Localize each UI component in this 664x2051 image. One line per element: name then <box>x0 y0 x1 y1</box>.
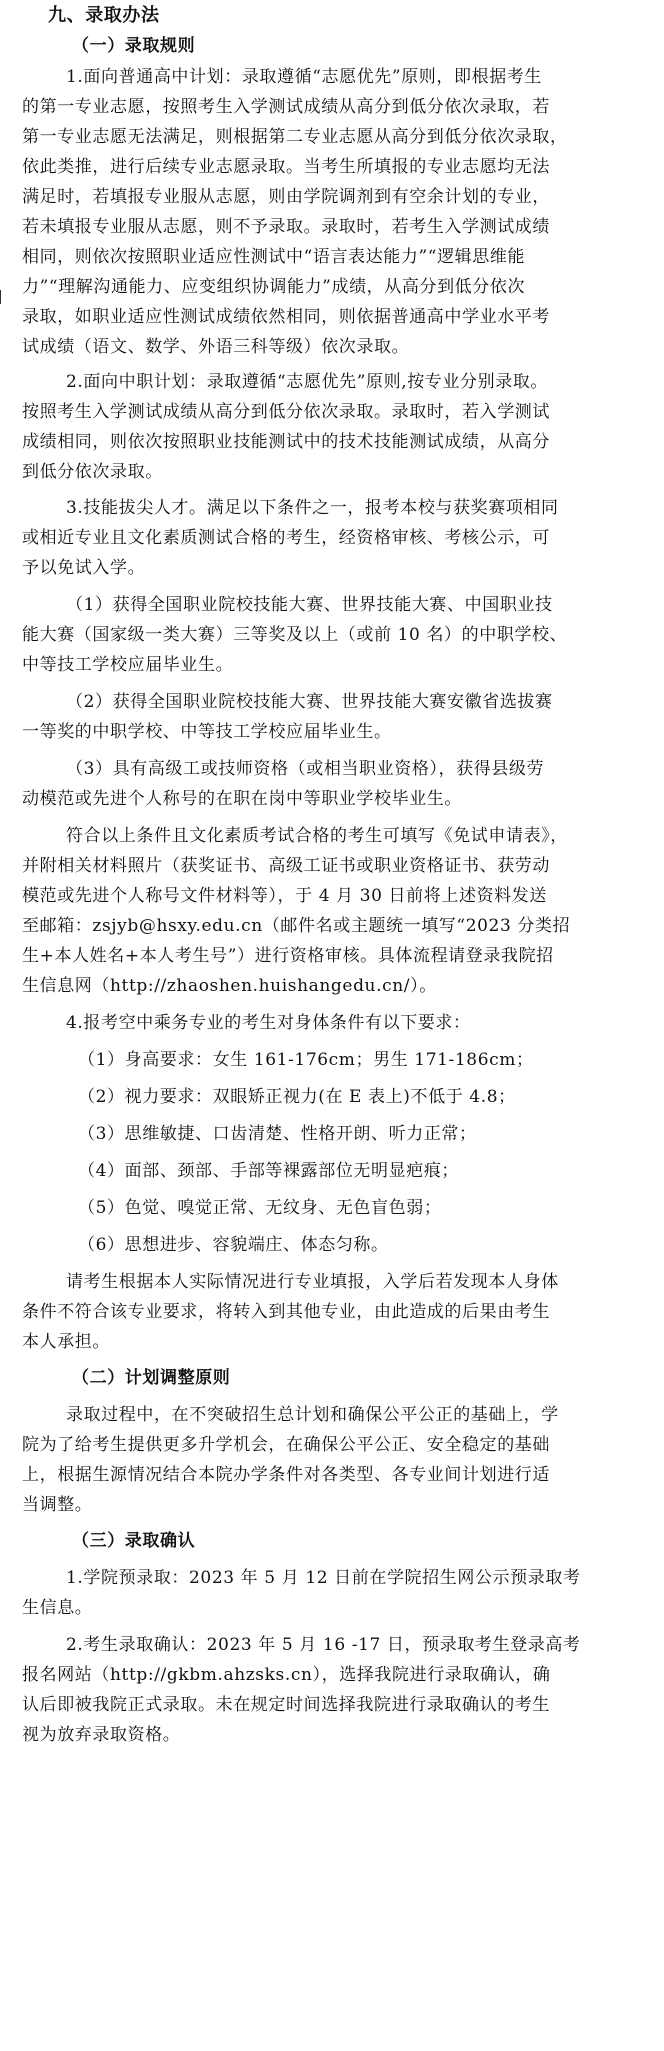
condition-line: 一等奖的中职学校、中等技工学校应届毕业生。 <box>22 722 392 742</box>
paragraph-line: 相同，则依次按照职业适应性测试中“语言表达能力”“逻辑思维能 <box>22 247 526 267</box>
paragraph-line: 至邮箱：zsjyb@hsxy.edu.cn（邮件名或主题统一填写“2023 分类招 <box>22 916 571 936</box>
paragraph-line: 录取，如职业适应性测试成绩依然相同，则依据普通高中学业水平考 <box>22 307 550 327</box>
paragraph-line: 第一专业志愿无法满足，则根据第二专业志愿从高分到低分依次录取， <box>22 127 568 147</box>
paragraph-line: 2.面向中职计划：录取遵循“志愿优先”原则,按专业分别录取。 <box>66 372 549 392</box>
paragraph-line: 生信息。 <box>22 1598 93 1618</box>
paragraph-line: 满足时，若填报专业服从志愿，则由学院调剂到有空余计划的专业， <box>22 187 550 207</box>
paragraph-line: 并附相关材料照片（获奖证书、高级工证书或职业资格证书、获劳动 <box>22 856 550 876</box>
paragraph-line: 到低分依次录取。 <box>22 462 163 482</box>
paragraph-line: 条件不符合该专业要求，将转入到其他专业，由此造成的后果由考生 <box>22 1302 550 1322</box>
requirement-item: （6）思想进步、容貌端庄、体态匀称。 <box>78 1235 389 1255</box>
paragraph-line: 模范或先进个人称号文件材料等），于 4 月 30 日前将上述资料发送 <box>22 886 547 906</box>
paragraph-line: 院为了给考生提供更多升学机会，在确保公平公正、安全稳定的基础 <box>22 1435 550 1455</box>
subsection-title-confirmation: （三）录取确认 <box>72 1531 196 1551</box>
subsection-title-adjustment: （二）计划调整原则 <box>72 1368 231 1388</box>
paragraph-line: 或相近专业且文化素质测试合格的考生，经资格审核、考核公示，可 <box>22 528 550 548</box>
paragraph-line: 按照考生入学测试成绩从高分到低分依次录取。录取时，若入学测试 <box>22 402 550 422</box>
paragraph-line: 的第一专业志愿，按照考生入学测试成绩从高分到低分依次录取，若 <box>22 97 550 117</box>
condition-line: 动模范或先进个人称号的在职在岗中等职业学校毕业生。 <box>22 789 462 809</box>
margin-mark <box>0 290 1 304</box>
paragraph-line: 本人承担。 <box>22 1332 110 1352</box>
requirement-item: （1）身高要求：女生 161-176cm；男生 171-186cm； <box>78 1050 534 1070</box>
paragraph-line: 生+本人姓名+本人考生号”）进行资格审核。具体流程请登录我院招 <box>22 946 554 966</box>
paragraph-line: 1.面向普通高中计划：录取遵循“志愿优先”原则，即根据考生 <box>66 67 543 87</box>
paragraph-line: 符合以上条件且文化素质考试合格的考生可填写《免试申请表》， <box>66 826 568 846</box>
condition-line: （2）获得全国职业院校技能大赛、世界技能大赛安徽省选拔赛 <box>66 692 553 712</box>
paragraph-line: 认后即被我院正式录取。未在规定时间选择我院进行录取确认的考生 <box>22 1695 550 1715</box>
paragraph-line: 成绩相同，则依次按照职业技能测试中的技术技能测试成绩，从高分 <box>22 432 550 452</box>
subsection-title-rules: （一）录取规则 <box>72 36 196 56</box>
condition-line: （1）获得全国职业院校技能大赛、世界技能大赛、中国职业技 <box>66 595 553 615</box>
paragraph-line: 2.考生录取确认：2023 年 5 月 16 -17 日，预录取考生登录高考 <box>66 1635 581 1655</box>
condition-line: （3）具有高级工或技师资格（或相当职业资格），获得县级劳 <box>66 759 545 779</box>
requirement-item: （5）色觉、嗅觉正常、无纹身、无色盲色弱； <box>78 1198 442 1218</box>
paragraph-line: 当调整。 <box>22 1495 93 1515</box>
requirement-item: （4）面部、颈部、手部等裸露部位无明显疤痕； <box>78 1161 460 1181</box>
paragraph-line: 试成绩（语文、数学、外语三科等级）依次录取。 <box>22 337 410 357</box>
paragraph-line: 3.技能拔尖人才。满足以下条件之一，报考本校与获奖赛项相同 <box>66 498 559 518</box>
paragraph-line: 4.报考空中乘务专业的考生对身体条件有以下要求： <box>66 1013 471 1033</box>
paragraph-line: 予以免试入学。 <box>22 558 146 578</box>
paragraph-line: 请考生根据本人实际情况进行专业填报，入学后若发现本人身体 <box>66 1272 559 1292</box>
paragraph-line: 生信息网（http://zhaoshen.huishangedu.cn/）。 <box>22 976 437 996</box>
section-title: 九、录取办法 <box>48 5 160 26</box>
condition-line: 能大赛（国家级一类大赛）三等奖及以上（或前 10 名）的中职学校、 <box>22 625 568 645</box>
requirement-item: （2）视力要求：双眼矫正视力(在 E 表上)不低于 4.8； <box>78 1087 516 1107</box>
paragraph-line: 报名网站（http://gkbm.ahzsks.cn），选择我院进行录取确认，确 <box>22 1665 551 1685</box>
paragraph-line: 1.学院预录取：2023 年 5 月 12 日前在学院招生网公示预录取考 <box>66 1568 581 1588</box>
paragraph-line: 录取过程中，在不突破招生总计划和确保公平公正的基础上，学 <box>66 1405 559 1425</box>
paragraph-line: 视为放弃录取资格。 <box>22 1725 181 1745</box>
requirement-item: （3）思维敏捷、口齿清楚、性格开朗、听力正常； <box>78 1124 477 1144</box>
paragraph-line: 力”“理解沟通能力、应变组织协调能力”成绩，从高分到低分依次 <box>22 277 526 297</box>
condition-line: 中等技工学校应届毕业生。 <box>22 655 234 675</box>
paragraph-line: 上，根据生源情况结合本院办学条件对各类型、各专业间计划进行适 <box>22 1465 550 1485</box>
paragraph-line: 依此类推，进行后续专业志愿录取。当考生所填报的专业志愿均无法 <box>22 157 550 177</box>
paragraph-line: 若未填报专业服从志愿，则不予录取。录取时，若考生入学测试成绩 <box>22 217 550 237</box>
